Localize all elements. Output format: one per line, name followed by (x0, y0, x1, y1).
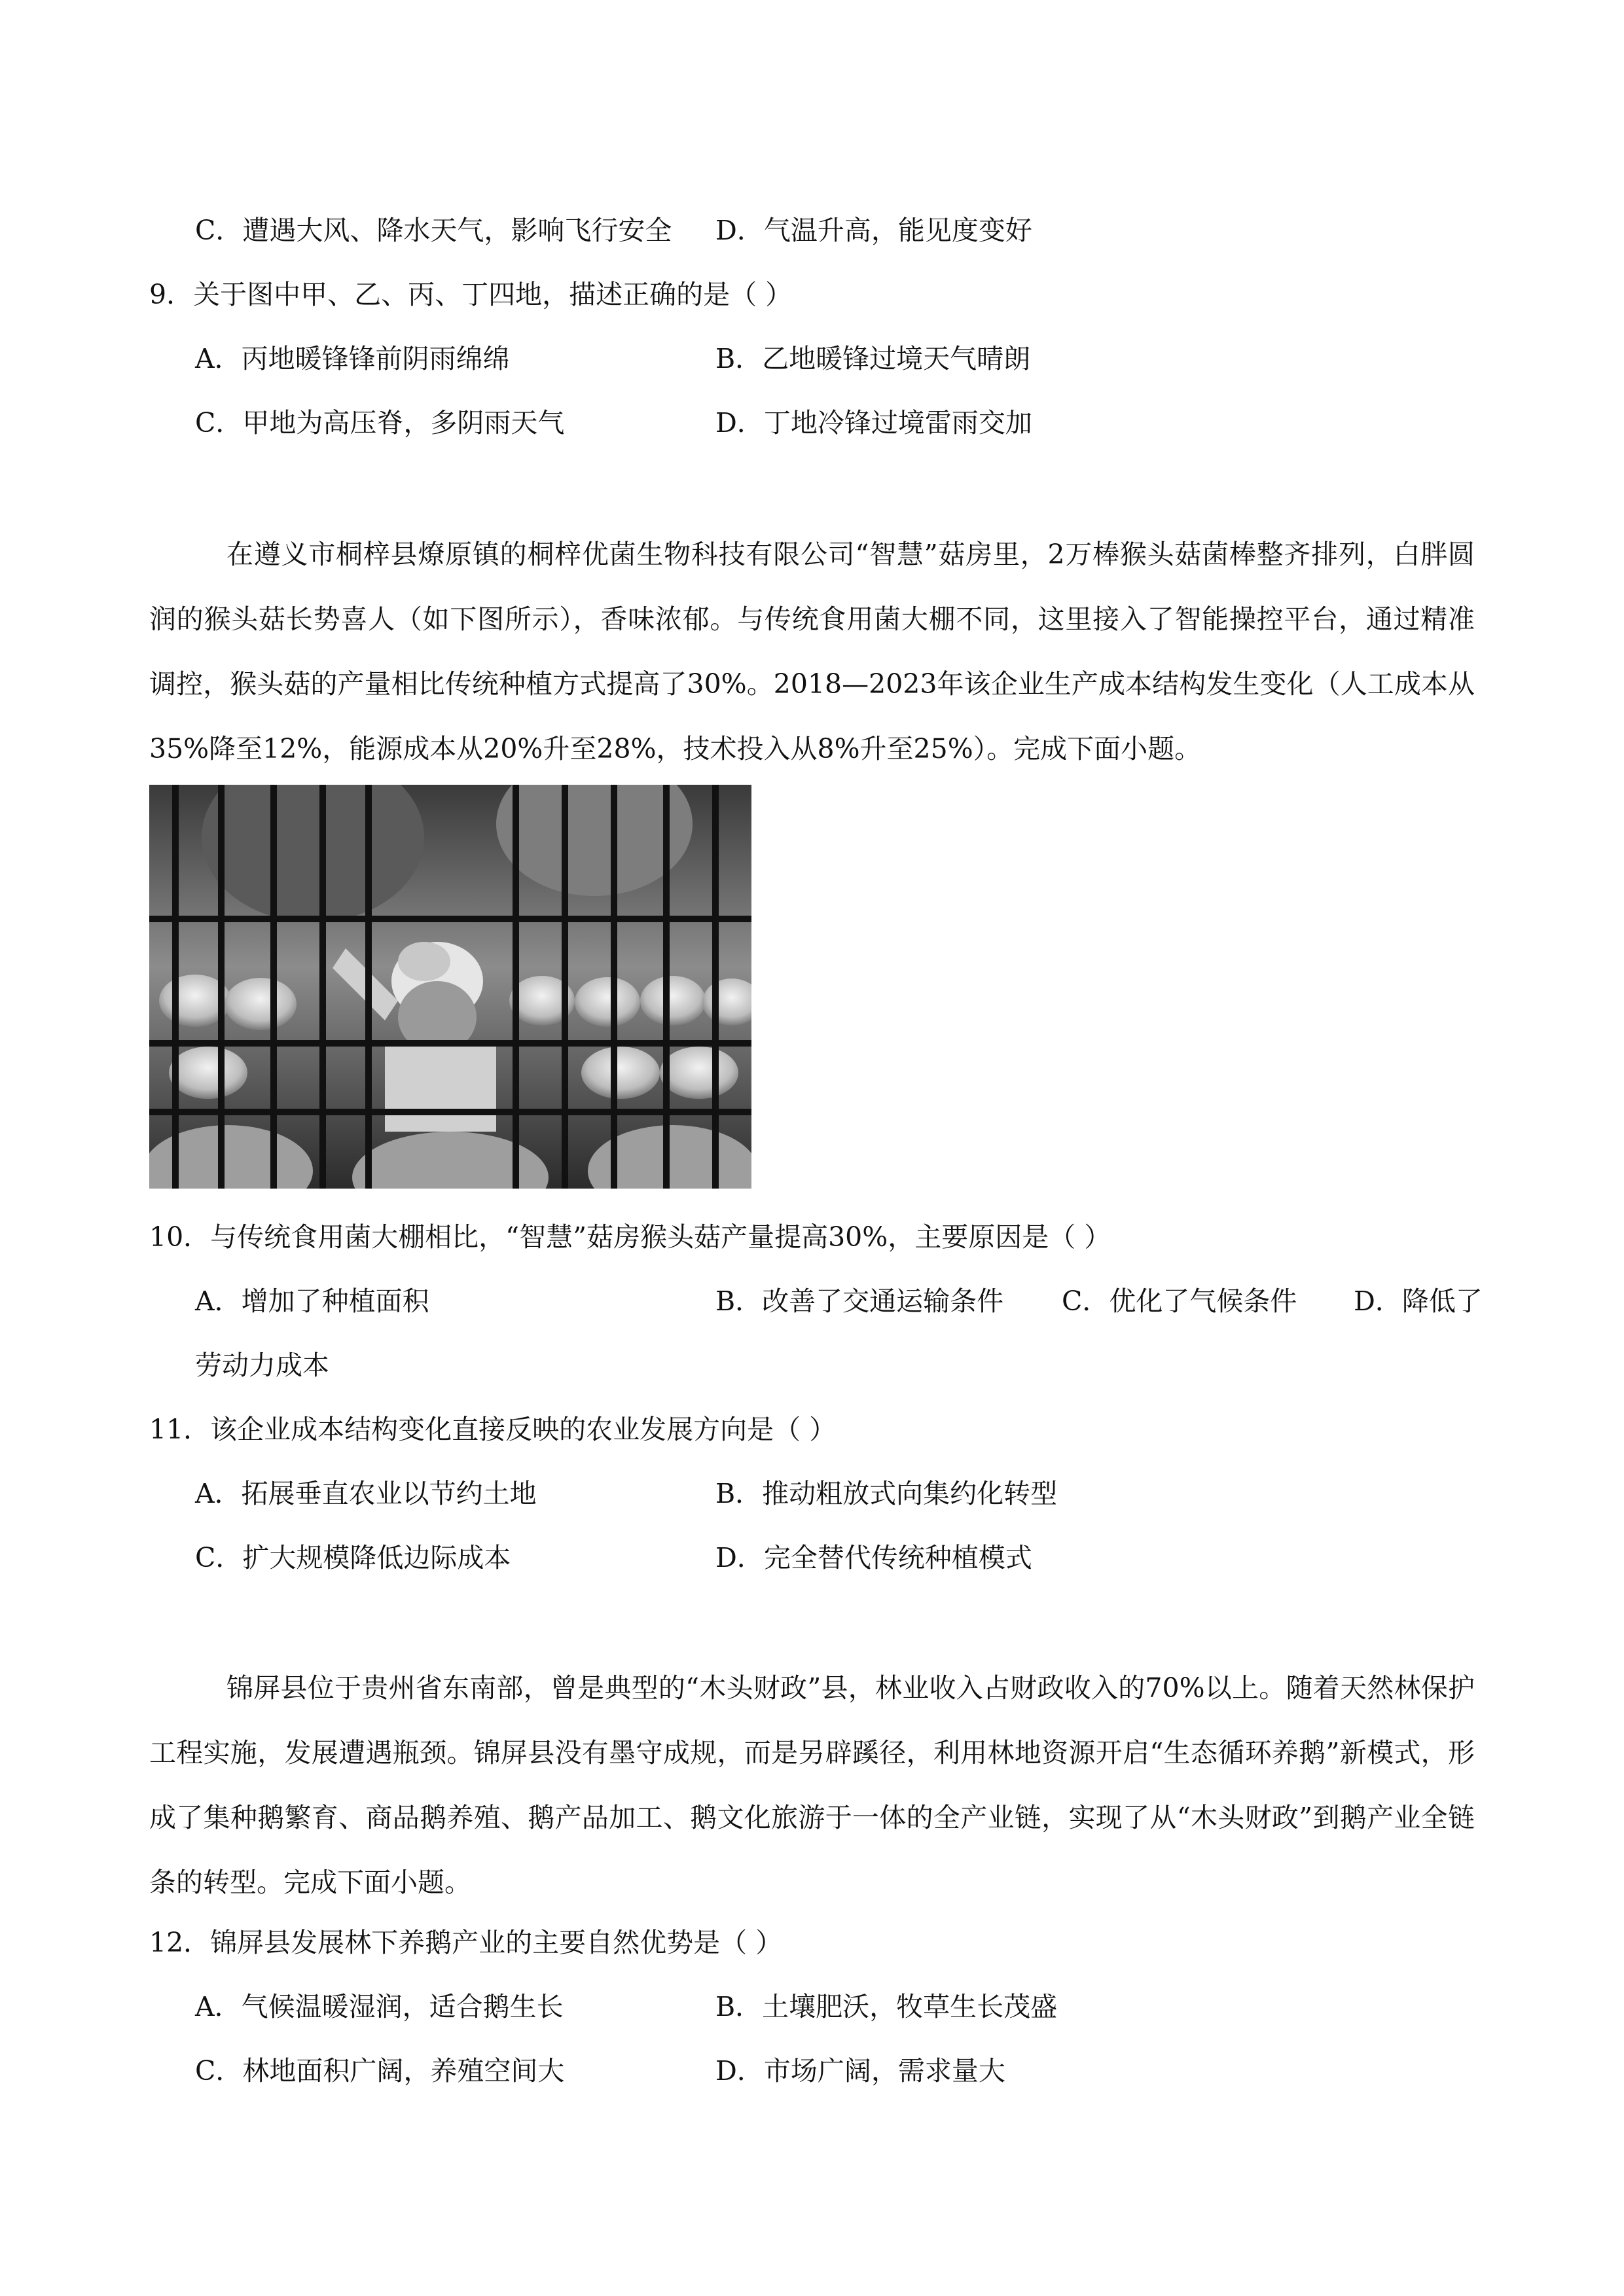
q10-option-b: B．改善了交通运输条件 (715, 1285, 1004, 1317)
q11-option-b: B．推动粗放式向集约化转型 (715, 1478, 1058, 1509)
passage-mushroom: 在遵义市桐梓县燎原镇的桐梓优菌生物科技有限公司“智慧”菇房里，2万棒猴头菇菌棒整齐排列，白胖圆润的猴头菇长势喜人（如下图所示），香味浓郁。与传统食用菌大棚不同，这里接入了智能操控平台，通过精准调控，猴头菇的产量相比传统种植方式提高了30%。2018—2023年该企业生产成本结构发生变化（人工成本从35%降至12%，能源成本从20%升至28%，技术投入从8%升至25%）。完成下面小题。 (149, 539, 1475, 764)
q8-option-c: C．遭遇大风、降水天气，影响飞行安全 (195, 215, 672, 246)
q9-option-c: C．甲地为高压脊，多阴雨天气 (195, 407, 565, 439)
q9-stem: 9．关于图中甲、乙、丙、丁四地，描述正确的是（ ） (149, 279, 793, 310)
q10-option-a: A．增加了种植面积 (195, 1285, 429, 1317)
mushroom-room-photo (149, 785, 751, 1189)
q11-option-d: D．完全替代传统种植模式 (715, 1542, 1032, 1573)
q12-option-a: A．气候温暖湿润，适合鹅生长 (195, 1991, 564, 2022)
q10-option-d: D．降低了 (1354, 1285, 1483, 1317)
q9-option-b: B．乙地暖锋过境天气晴朗 (715, 343, 1031, 374)
q10-stem: 10．与传统食用菌大棚相比，“智慧”菇房猴头菇产量提高30%，主要原因是（ ） (149, 1221, 1111, 1253)
q11-option-a: A．拓展垂直农业以节约土地 (195, 1478, 537, 1509)
q10-option-c: C．优化了气候条件 (1062, 1285, 1297, 1317)
q12-option-c: C．林地面积广阔，养殖空间大 (195, 2055, 565, 2087)
q9-option-a: A．丙地暖锋锋前阴雨绵绵 (195, 343, 510, 374)
q8-option-d: D．气温升高，能见度变好 (715, 215, 1032, 246)
q11-stem: 11．该企业成本结构变化直接反映的农业发展方向是（ ） (149, 1414, 837, 1445)
q12-option-b: B．土壤肥沃，牧草生长茂盛 (715, 1991, 1058, 2022)
q12-option-d: D．市场广阔，需求量大 (715, 2055, 1005, 2087)
passage-goose: 锦屏县位于贵州省东南部，曾是典型的“木头财政”县，林业收入占财政收入的70%以上。随着天然林保护工程实施，发展遭遇瓶颈。锦屏县没有墨守成规，而是另辟蹊径，利用林地资源开启“生态循环养鹅”新模式，形成了集种鹅繁育、商品鹅养殖、鹅产品加工、鹅文化旅游于一体的全产业链，实现了从“木头财政”到鹅产业全链条的转型。完成下面小题。 (149, 1672, 1475, 1898)
q10-option-d-continued: 劳动力成本 (195, 1350, 329, 1381)
q11-option-c: C．扩大规模降低边际成本 (195, 1542, 511, 1573)
q12-stem: 12．锦屏县发展林下养鹅产业的主要自然优势是（ ） (149, 1927, 783, 1958)
q9-option-d: D．丁地冷锋过境雷雨交加 (715, 407, 1032, 439)
